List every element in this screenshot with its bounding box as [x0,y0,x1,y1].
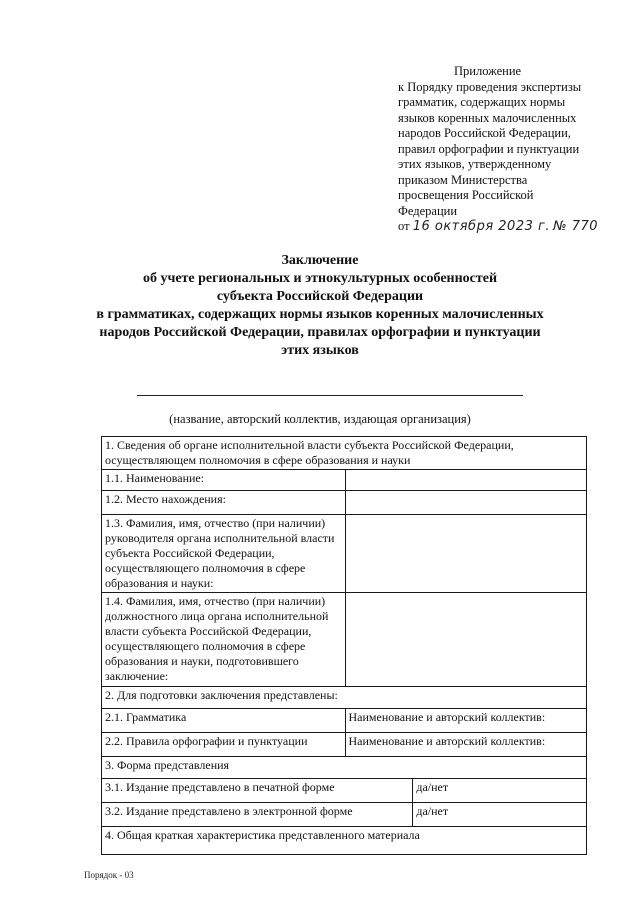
document-title [90,252,550,360]
section-1-3-value[interactable] [345,515,586,593]
title-line: об учете региональных и этнокультурных особенностей [142,271,498,286]
title-line: субъекта Российской Федерации [216,289,424,304]
appendix-sign-line [398,219,618,235]
name-caption: (название, авторский коллектив, издающая организация) [169,412,471,426]
title-line: в грамматиках, содержащих нормы языков коренных малочисленных [96,307,544,322]
table-row [102,593,587,687]
from-label: от [398,219,410,233]
table-row [102,733,587,757]
appendix-line: этих языков, утвержденному [398,157,552,171]
title-line: этих языков [281,343,359,358]
title-line: народов Российской Федерации, правилах орфографии и пунктуации [99,325,541,340]
table-row [102,779,587,803]
section-1-2-label: 1.2. Место нахождения: [102,491,346,515]
section-1-1-label: 1.1. Наименование: [102,470,346,491]
handwritten-number: № 770 [553,219,599,234]
page-footer: Порядок - 03 [84,870,134,880]
appendix-line: Федерации [398,203,458,218]
section-1-4-value[interactable] [345,593,586,687]
appendix-block [398,64,618,235]
table-row [102,687,587,709]
table-row [102,709,587,733]
appendix-line: приказом Министерства [398,172,528,187]
conclusion-form-table [101,436,587,855]
section-2-2-value[interactable]: Наименование и авторский коллектив: [345,733,586,757]
table-row [102,803,587,827]
section-1-4-label: 1.4. Фамилия, имя, отчество (при наличии) должностного лица органа исполнительной власти субъекта Российской Федерации, осуществляющего полномочия в сфере образования и науки, подготовившего заключение: [102,593,346,687]
section-3-2-value[interactable]: да/нет [413,803,587,827]
handwritten-date: 16 октября 2023 г. [412,219,550,234]
section-2-2-label: 2.2. Правила орфографии и пунктуации [102,733,346,757]
section-3-2-label: 3.2. Издание представлено в электронной форме [102,803,413,827]
section-1-cell: 1. Сведения об органе исполнительной власти субъекта Российской Федерации, осуществляющем полномочия в сфере образования и науки [102,437,587,470]
appendix-line: правил орфографии и пунктуации [398,141,580,156]
section-3-1-label: 3.1. Издание представлено в печатной форме [102,779,413,803]
appendix-heading: Приложение [454,64,522,78]
section-3-1-value[interactable]: да/нет [413,779,587,803]
section-1-3-label: 1.3. Фамилия, имя, отчество (при наличии) руководителя органа исполнительной власти субъекта Российской Федерации, осуществляющего полномочия в сфере образования и науки: [102,515,346,593]
appendix-line: языков коренных малочисленных [398,110,577,125]
section-2-1-label: 2.1. Грамматика [102,709,346,733]
table-row [102,757,587,779]
table-row [102,515,587,593]
table-row [102,827,587,855]
section-4-cell[interactable]: 4. Общая краткая характеристика представленного материала [102,827,587,855]
appendix-line: народов Российской Федерации, [398,126,571,140]
section-1-1-value[interactable] [345,470,586,491]
table-row [102,437,587,470]
title-line: Заключение [281,253,359,268]
section-2-1-value[interactable]: Наименование и авторский коллектив: [345,709,586,733]
table-row [102,491,587,515]
appendix-line: грамматик, содержащих нормы [398,95,566,109]
name-underline [137,395,523,396]
section-2-cell: 2. Для подготовки заключения представлены: [102,687,587,709]
section-1-2-value[interactable] [345,491,586,515]
section-3-cell: 3. Форма представления [102,757,587,779]
appendix-line: к Порядку проведения экспертизы [398,79,582,94]
table-row [102,470,587,491]
appendix-line: просвещения Российской [398,188,534,202]
